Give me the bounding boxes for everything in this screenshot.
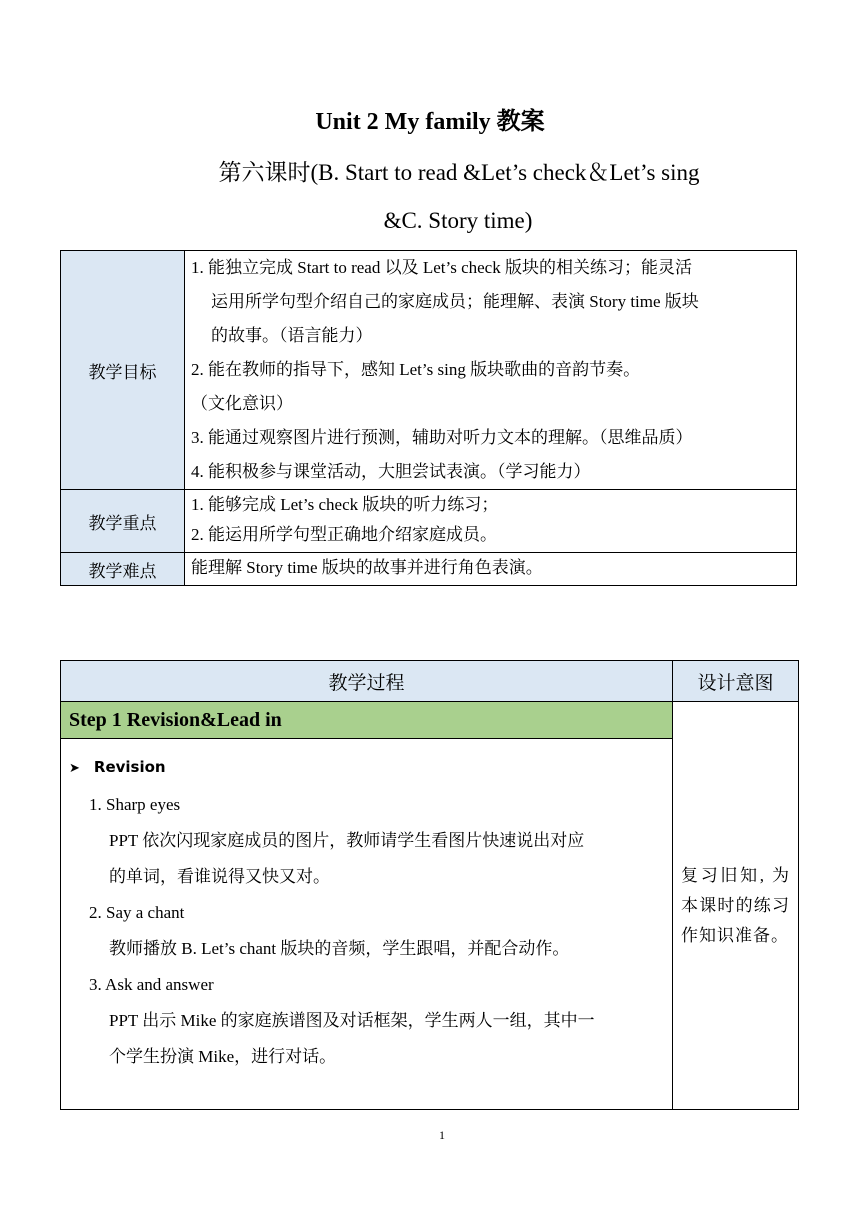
item-desc: 个学生扮演 Mike，进行对话。: [109, 1047, 337, 1066]
difficulties-cell: 能理解 Story time 版块的故事并进行角色表演。: [185, 553, 797, 586]
difficulties-row: [61, 553, 797, 586]
objective-line: 3. 能通过观察图片进行预测，辅助对听力文本的理解。（思维品质）: [191, 428, 693, 447]
difficulties-label: 教学难点: [61, 553, 185, 586]
item-desc: 教师播放 B. Let’s chant 版块的音频，学生跟唱，并配合动作。: [109, 939, 570, 958]
step-title: Step 1 Revision&Lead in: [61, 702, 673, 739]
document-title: Unit 2 My family 教案: [315, 109, 545, 135]
key-points-label: 教学重点: [61, 490, 185, 553]
objectives-cell: [185, 251, 797, 490]
item-title: 2. Say a chant: [89, 903, 185, 922]
item-desc: PPT 依次闪现家庭成员的图片，教师请学生看图片快速说出对应: [109, 831, 585, 850]
revision-heading-text: Revision: [93, 758, 166, 776]
objective-line: （文化意识）: [191, 394, 293, 413]
item-desc: PPT 出示 Mike 的家庭族谱图及对话框架，学生两人一组，其中一: [109, 1011, 595, 1030]
process-table: [60, 660, 799, 1110]
key-point-line: 1. 能够完成 Let’s check 版块的听力练习；: [191, 495, 499, 514]
item-title: 1. Sharp eyes: [89, 795, 181, 814]
objectives-row: [61, 251, 797, 490]
objective-line: 的故事。（语言能力）: [211, 326, 373, 345]
process-header: 教学过程: [61, 661, 673, 702]
key-point-line: 2. 能运用所学句型正确地介绍家庭成员。: [191, 525, 497, 544]
objectives-label: 教学目标: [61, 251, 185, 490]
objective-line: 1. 能独立完成 Start to read 以及 Let’s check 版块的相关练习；能灵活: [191, 258, 692, 277]
process-header-row: [61, 661, 799, 702]
item-title: 3. Ask and answer: [89, 975, 214, 994]
content-cell: [61, 739, 673, 1110]
item-desc: 的单词，看谁说得又快又对。: [109, 867, 330, 886]
intent-cell: 复习旧知, 为本课时的练习作知识准备。: [673, 702, 799, 1110]
objective-line: 运用所学句型介绍自己的家庭成员；能理解、表演 Story time 版块: [211, 292, 699, 311]
step-row: [61, 702, 799, 739]
objective-line: 4. 能积极参与课堂活动，大胆尝试表演。（学习能力）: [191, 462, 591, 481]
lesson-subtitle-line2: &C. Story time): [383, 208, 533, 233]
revision-heading: [69, 749, 666, 787]
goals-table: [60, 250, 797, 586]
key-points-row: [61, 490, 797, 553]
objective-line: 2. 能在教师的指导下，感知 Let’s sing 版块歌曲的音韵节奏。: [191, 360, 641, 379]
key-points-cell: [185, 490, 797, 553]
intent-header: 设计意图: [673, 661, 799, 702]
page-number: 1: [439, 1128, 445, 1142]
lesson-subtitle-line1: 第六课时(B. Start to read &Let’s check＆Let’s sing: [218, 160, 700, 185]
arrow-bullet-icon: ➤: [69, 761, 80, 776]
